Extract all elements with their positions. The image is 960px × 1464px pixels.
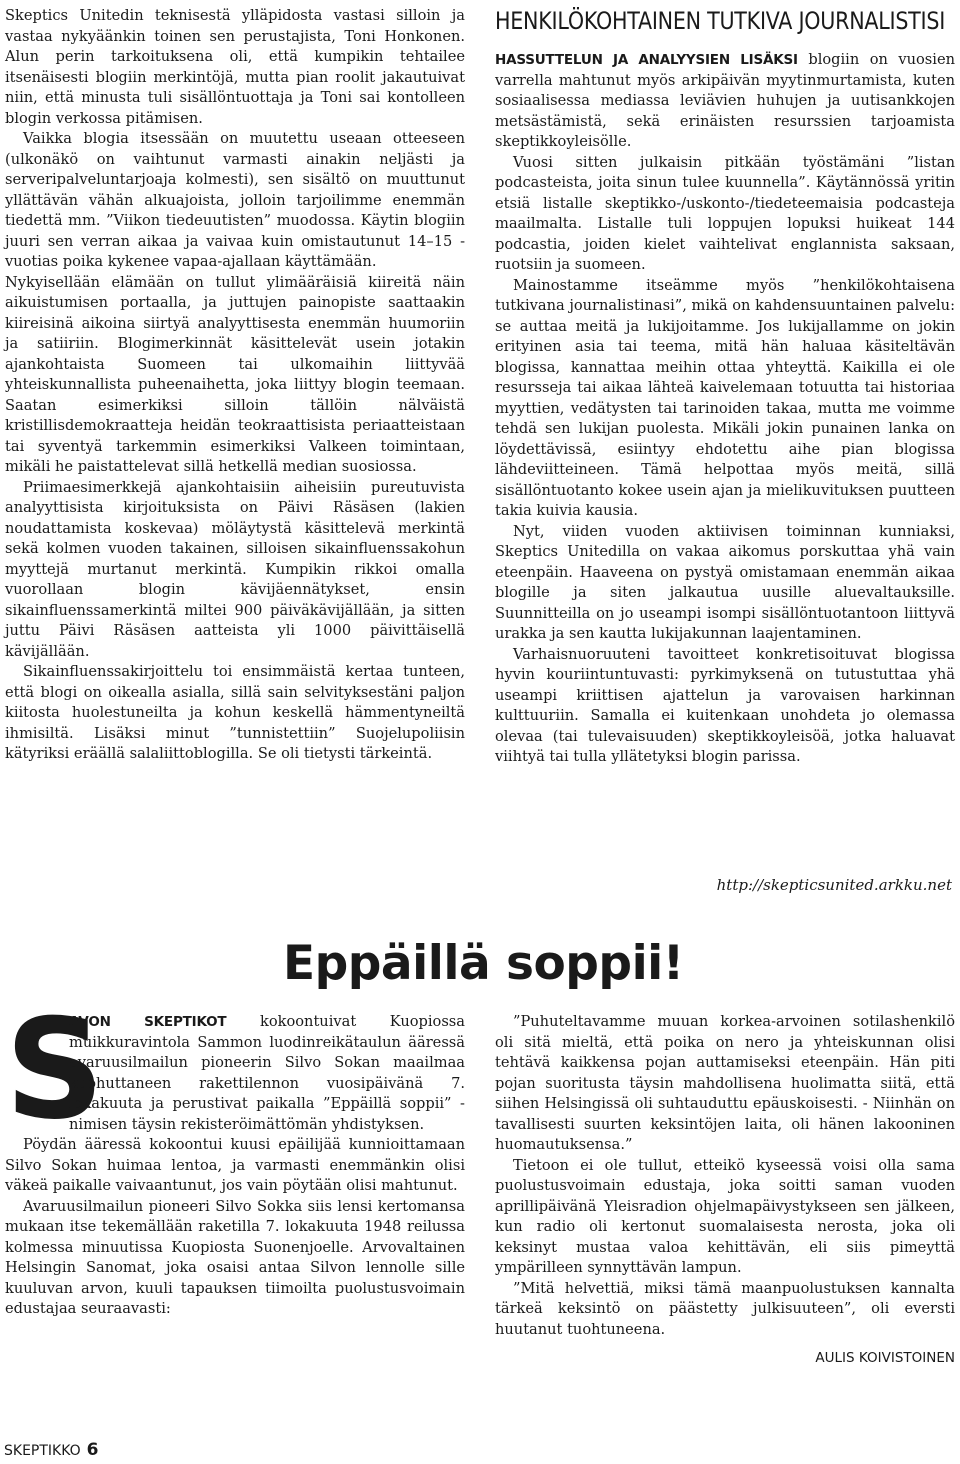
body-paragraph: Mainostamme itseämme myös ”henkilökohtaisena tutkivana journalistinasi”, mikä on kahdensuuntainen palvelu: se auttaa meitä ja lukijoitamme. Jos lukijallamme on jokin erityinen asia tai teema, mitä hän haluaa käsiteltävän blogissa, kannattaa meihin ottaa yhteyttä. Kaikilla ei ole resursseja tai aikaa lähteä kaivelemaan totuutta tai historiaa myyttien, vedätysten tai tarinoiden takaa, mutta me voimme tehdä sen lukijan puolesta. Mikäli jokin punainen lanka on löydettävissä, esiintyy ehdotettu aihe pian blogissa lähdeviitteineen. Tämä helpottaa myös meitä, sillä sisällöntuotanto kokee usein ajan ja mielikuvituksen puutteen takia kuivia kausia. bbox=[495, 276, 955, 519]
article-left-column bbox=[5, 989, 465, 1320]
paragraph-text: blogiin on vuosien varrella mahtunut myös arkipäivän myytinmurtamista, kuten sosiaalisessa mediassa leviävien huhujen ja uutisankkojen metsästämistä, sekä erinäisten resurssien tarjoamista skeptikkoyleisölle. bbox=[495, 51, 955, 150]
body-paragraph: Vuosi sitten julkaisin pitkään työstämäni ”listan podcasteista, joita sinun tulee kuunnella”. Käytännössä yritin etsiä listalle skeptikko-/uskonto-/tiedeteemaisia podcasteja maailmalta. Listalle tuli loppujen lopuksi huikeat 144 podcastia, joiden kielet vaihtelivat englannista saksaan, ruotsiin ja suomeen. bbox=[495, 153, 955, 273]
body-paragraph: Priimaesimerkkejä ajankohtaisiin aiheisiin pureutuvista analyyttisista kirjoituksista on Päivi Räsäsen (lakien noudattamista koskevaa) möläytystä käsittelevä merkintä sekä kolmen vuoden takainen, silloisen sikainfluenssakohun myyttejä murtanut merkintä. Kumpikin rikkoi omalla vuorollaan blogin kävijäennätykset, ensin sikainfluenssamerkintä miltei 900 päiväkävijällään, ja sitten juttu Päivi Räsäsen aatteista yli 1000 päivittäisellä kävijällään. bbox=[5, 478, 465, 660]
body-paragraph bbox=[5, 989, 465, 1150]
right-column bbox=[495, 6, 955, 768]
lead-in: HASSUTTELUN JA ANALYYSIEN LISÄKSI bbox=[495, 52, 798, 68]
body-paragraph: Vaikka blogia itsessään on muutettu useaan otteeseen (ulkonäkö on vaihtunut varmasti ainakin neljästi ja serveripalveluntarjoaja kolmesti), sen sisältö on muuttunut yllättävän vähän alkuajoista, jolloin tarjoilimme enemmän tiedettä mm. ”Viikon tiedeuutisten” muodossa. Käytin blogiin juuri sen verran aikaa ja vaivaa kuin omistautunut 14–15 -vuotias poika kykenee vapaa-ajallaan käyttämään. bbox=[5, 130, 465, 270]
body-paragraph: Nykyisellään elämään on tullut ylimääräisiä kiireitä näin aikuistumisen portaalla, ja juttujen painopiste saattaakin kiireisinä aikoina siirtyä analyyttisesta enemmän huumoriin ja satiiriin. Blogimerkinnät käsittelevät usein jotakin ajankohtaista Suomeen tai ulkomaihin liittyvää yhteiskunnallista puheenaihetta, joka liittyy blogin teemaan. Saatan esimerkiksi silloin tällöin nälväistä kristillisdemokraatteja heidän teokraattisista periaatteistaan tai syventyä tarkemmin esimerkiksi Valkeen toimintaan, mikäli he paistattelevat sillä hetkellä median suosiossa. bbox=[5, 273, 465, 475]
body-paragraph: Sikainfluenssakirjoittelu toi ensimmäistä kertaa tunteen, että blogi on oikealla asialla, sillä sain selvityksestäni paljon kiitosta huolestuneilta ja kohun keskellä hämmentyneiltä ihmisiltä. Lisäksi minut ”tunnistettiin” Suojelupoliisin kätyriksi eräällä salaliittoblogilla. Se oli tietysti tärkeintä. bbox=[5, 663, 465, 762]
body-paragraph: Pöydän ääressä kokoontui kuusi epäilijää kunnioittamaan Silvo Sokan huimaa lentoa, ja varmasti enemmänkin olisi väkeä paikalle vaivaantunut, jos vain pöytään olisi mahtunut. bbox=[5, 1136, 465, 1194]
body-paragraph: ”Mitä helvettiä, miksi tämä maanpuolustuksen kannalta tärkeä keksintö on päästetty julkisuuteen”, oli eversti huutanut tuohtuneena. bbox=[495, 1279, 955, 1338]
body-paragraph: Tietoon ei ole tullut, etteikö kyseessä voisi olla sama puolustusvoimain edustaja, joka soitti saman vuoden aprillipäivänä Yleisradion ohjelmapäivystykseen sen jälkeen, kun radio oli kertonut suomalaisesta nerosta, joka oli keksinyt mustaa valoa kehittävän, eli siis pimeyttä ympärilleen synnyttävän lampun. bbox=[495, 1156, 955, 1276]
page-footer bbox=[4, 1440, 99, 1460]
body-paragraph bbox=[495, 50, 955, 153]
magazine-name: SKEPTIKKO bbox=[4, 1443, 81, 1459]
body-paragraph: ”Puhuteltavamme muuan korkea-arvoinen sotilashenkilö oli sitä mieltä, että poika on nero ja yhteiskunnan olisi tehtävä kaikkensa pojan auttamiseksi eteenpäin. Hän piti pojan suoritusta täysin mahdollisena huolimatta siitä, että siihen Helsingissä oli suhtauduttu epäuskoisesti. - Niinhän on tavallisesti suurten keksintöjen laita, oli hänen lakooninen huomautuksensa.” bbox=[495, 1013, 955, 1153]
website-url: http://skepticsunited.arkku.net bbox=[716, 876, 952, 894]
left-column bbox=[5, 6, 465, 765]
drop-cap: S bbox=[5, 989, 105, 1150]
body-paragraph: Varhaisnuoruuteni tavoitteet konkretisoituvat blogissa hyvin kouriintuntuvasti: pyrkimyksenä on tutustuttaa yhä useampi kriittisen ajattelun ja varovaisen harkinnan kulttuuriin. Samalla ei kuitenkaan unohdeta jo olemassa olevaa (tai tulevaisuuden) skeptikkoyleisöä, jotka haluavat viihtyä tai tulla yllätetyksi blogin parissa. bbox=[495, 645, 955, 765]
lead-in: AVON SKEPTIKOT bbox=[69, 1014, 227, 1030]
page-number: 6 bbox=[86, 1440, 99, 1460]
author-byline: AULIS KOIVISTOINEN bbox=[815, 1350, 955, 1366]
body-paragraph: Avaruusilmailun pioneeri Silvo Sokka siis lensi kertomansa mukaan itse tekemällään raketilla 7. lokakuuta 1948 reilussa kolmessa minuutissa Kuopiosta Suonenjoelle. Arvovaltainen Helsingin Sanomat, joka osaisi antaa Silvon lennolle sille kuuluvan arvon, kuuli tapauksen tiimoilta puolustusvoimain edustajaa seuraavasti: bbox=[5, 1197, 465, 1317]
article-right-column bbox=[495, 1012, 955, 1369]
body-paragraph: Nyt, viiden vuoden aktiivisen toiminnan kunniaksi, Skeptics Unitedilla on vakaa aikomus porskuttaa yhä vain eteenpäin. Haaveena on pystyä omistamaan enemmän aikaa blogille ja siten jalkautua uusille aluevaltauksille. Suunnitteilla on jo useampi isompi sisällöntuotantoon liittyvä urakka ja sen kautta lukijakunnan laajentaminen. bbox=[495, 522, 955, 642]
paragraph-text: kokoontuivat Kuopiossa muikkuravintola Sammon luodinreikätaulun ääressä avaruusilmailun pioneerin Silvo Sokan maailmaa kuohuttaneen rakettilennon vuosipäivänä 7. lokakuuta ja perustivat paikalla ”Eppäillä soppii” -nimisen täysin rekisteröimättömän yhdistyksen. bbox=[69, 1013, 465, 1133]
body-paragraph: Skeptics Unitedin teknisestä ylläpidosta vastasi silloin ja vastaa nykyäänkin toinen sen perustajista, Toni Honkonen. Alun perin tarkoituksena oli, että kumpikin tehtailee itsenäisesti blogiin merkintöjä, mutta pian roolit jakautuivat niin, että minusta tuli sisällöntuottaja ja Toni sai kontolleen blogin verkossa pitämisen. bbox=[5, 7, 465, 127]
article-title: Eppäillä soppii! bbox=[283, 936, 684, 991]
section-heading: HENKILÖKOHTAINEN TUTKIVA JOURNALISTISI bbox=[495, 7, 946, 35]
